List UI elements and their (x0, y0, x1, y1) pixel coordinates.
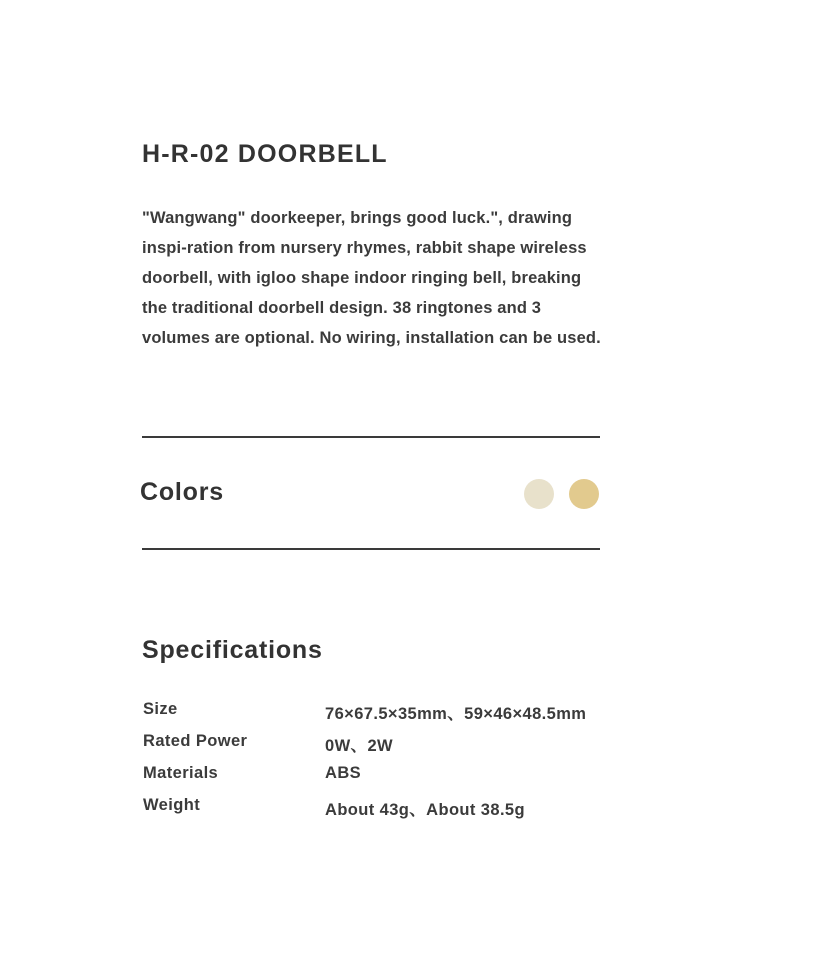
colors-heading: Colors (140, 478, 224, 506)
spec-row-size (143, 700, 603, 732)
color-swatch-cream[interactable] (524, 479, 554, 509)
colors-top-divider (142, 436, 600, 438)
spec-value: About 43g、About 38.5g (325, 801, 525, 819)
color-swatch-gold[interactable] (569, 479, 599, 509)
spec-value: 76×67.5×35mm、59×46×48.5mm (325, 705, 587, 723)
spec-label: Size (143, 700, 178, 718)
spec-label: Materials (143, 764, 219, 782)
spec-row-rated-power (143, 732, 603, 764)
product-description: "Wangwang" doorkeeper, brings good luck.", drawing inspi-ration from nursery rhymes, rabbit shape wireless doorbell, with igloo shape indoor ringing bell, breaking the traditional doorbell design. 38 ringtones and 3 volumes are optional. No wiring, installation can be used. (142, 209, 601, 347)
specifications-heading: Specifications (142, 636, 323, 664)
spec-value: ABS (325, 764, 362, 782)
spec-row-weight (143, 796, 603, 828)
specifications-table (143, 700, 603, 828)
spec-label: Rated Power (143, 732, 248, 750)
spec-row-materials (143, 764, 603, 796)
spec-label: Weight (143, 796, 201, 814)
colors-bottom-divider (142, 548, 600, 550)
product-title: H-R-02 DOORBELL (142, 140, 388, 168)
spec-value: 0W、2W (325, 737, 393, 755)
